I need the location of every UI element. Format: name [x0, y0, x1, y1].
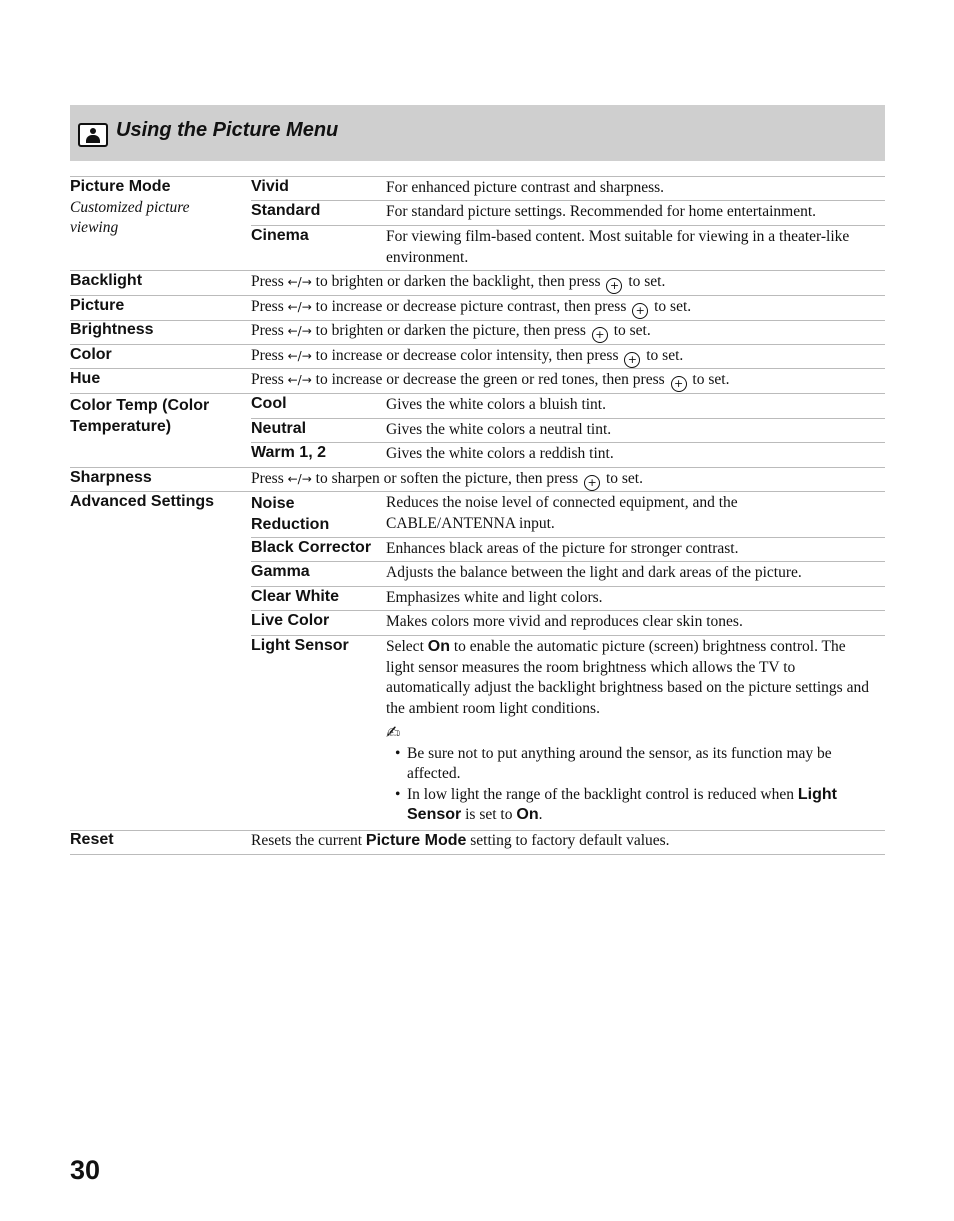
enter-button-icon: + — [606, 278, 622, 294]
option-vivid-desc: For enhanced picture contrast and sharpness. — [386, 179, 665, 196]
option-clear-white: Clear White — [251, 588, 340, 605]
picture-mode-label: Picture Mode — [70, 178, 171, 195]
reset-label: Reset — [70, 831, 114, 848]
arrow-keys-icon: ←/→ — [287, 275, 312, 289]
option-live-color-desc: Makes colors more vivid and reproduces clear skin tones. — [386, 613, 743, 630]
enter-button-icon: + — [671, 376, 687, 392]
page-title: Using the Picture Menu — [116, 119, 339, 141]
page-number: 30 — [70, 1155, 101, 1185]
section-header — [70, 105, 885, 161]
option-warm: Warm 1, 2 — [251, 444, 326, 461]
option-cool-desc: Gives the white colors a bluish tint. — [386, 396, 606, 413]
picture-icon — [78, 123, 108, 147]
option-standard: Standard — [251, 202, 321, 219]
option-gamma-desc: Adjusts the balance between the light and dark areas of the picture. — [386, 564, 802, 581]
option-cinema: Cinema — [251, 227, 309, 244]
note-item: • Be sure not to put anything around the sensor, as its function may be affected. — [386, 744, 876, 785]
note-icon: ✍ — [386, 723, 401, 743]
option-cinema-desc: For viewing film-based content. Most suitable for viewing in a theater-like environment. — [386, 228, 850, 266]
sharpness-label: Sharpness — [70, 469, 152, 486]
picture-label: Picture — [70, 297, 125, 314]
enter-button-icon: + — [584, 475, 600, 491]
option-neutral: Neutral — [251, 420, 307, 437]
option-noise-reduction-desc: Reduces the noise level of connected equipment, and the CABLE/ANTENNA input. — [386, 494, 738, 532]
color-label: Color — [70, 346, 112, 363]
option-light-sensor-desc: Select On to enable the automatic picture (screen) brightness control. The light sensor measures the room brightness which allows the TV to automatically adjust the backlight brightness based on the picture settings and the ambient room light conditions. ✍ • Be sure not to put anything around the sensor, as its function may be affected. • In low light the range of the backlight control is reduced when Light Sensor is set to On. — [386, 637, 876, 826]
enter-button-icon: + — [624, 352, 640, 368]
arrow-keys-icon: ←/→ — [287, 300, 312, 314]
option-standard-desc: For standard picture settings. Recommended for home entertainment. — [386, 203, 817, 220]
arrow-keys-icon: ←/→ — [287, 324, 312, 338]
arrow-keys-icon: ←/→ — [287, 373, 312, 387]
hue-label: Hue — [70, 370, 101, 387]
brightness-label: Brightness — [70, 321, 154, 338]
color-temp-label: Color Temp (Color Temperature) — [70, 397, 210, 435]
backlight-label: Backlight — [70, 272, 143, 289]
advanced-settings-label: Advanced Settings — [70, 493, 215, 510]
enter-button-icon: + — [632, 303, 648, 319]
option-black-corrector-desc: Enhances black areas of the picture for stronger contrast. — [386, 540, 739, 557]
arrow-keys-icon: ←/→ — [287, 472, 312, 486]
option-neutral-desc: Gives the white colors a neutral tint. — [386, 421, 612, 438]
option-light-sensor: Light Sensor — [251, 637, 349, 654]
option-noise-reduction: Noise Reduction — [251, 495, 330, 533]
option-live-color: Live Color — [251, 612, 330, 629]
option-warm-desc: Gives the white colors a reddish tint. — [386, 445, 614, 462]
picture-mode-subtitle: Customized picture viewing — [70, 199, 190, 236]
arrow-keys-icon: ←/→ — [287, 349, 312, 363]
option-clear-white-desc: Emphasizes white and light colors. — [386, 589, 603, 606]
option-black-corrector: Black Corrector — [251, 539, 372, 556]
enter-button-icon: + — [592, 327, 608, 343]
note-item: • In low light the range of the backlight control is reduced when Light Sensor is set to On. — [386, 785, 876, 826]
option-cool: Cool — [251, 395, 287, 412]
option-vivid: Vivid — [251, 178, 289, 195]
option-gamma: Gamma — [251, 563, 310, 580]
